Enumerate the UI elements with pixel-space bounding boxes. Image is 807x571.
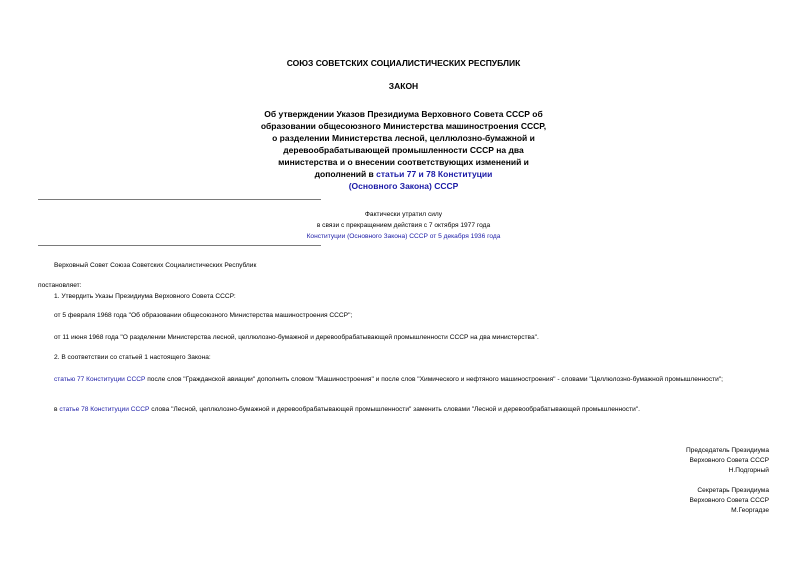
signature-line: Верховного Совета СССР <box>689 457 769 464</box>
constitution-articles-link[interactable]: статьи 77 и 78 Конституции <box>376 169 493 179</box>
status-note <box>0 210 807 241</box>
title-text: дополнений в <box>314 169 377 179</box>
title-line: о разделении Министерства лесной, целлюлозно-бумажной и <box>272 133 535 143</box>
union-heading: СОЮЗ СОВЕТСКИХ СОЦИАЛИСТИЧЕСКИХ РЕСПУБЛИК <box>286 58 521 68</box>
title-line: образовании общесоюзного Министерства машиностроения СССР, <box>260 121 547 131</box>
document-type: ЗАКОН <box>388 81 419 91</box>
paragraph-2b <box>38 405 769 414</box>
paragraph-2: 2. В соответствии со статьей 1 настоящего Закона: <box>54 354 211 361</box>
divider-top <box>38 199 321 200</box>
resolves-text: постановляет: <box>38 282 82 289</box>
document-title <box>0 108 807 192</box>
signatory-name: Н.Подгорный <box>728 467 769 474</box>
article-77-link[interactable]: статью 77 Конституции СССР <box>54 376 146 383</box>
paragraph-2b-prefix: в <box>54 406 60 413</box>
paragraph-1: 1. Утвердить Указы Президиума Верховного Совета СССР: <box>54 293 236 300</box>
paragraph-1a: от 5 февраля 1968 года "Об образовании общесоюзного Министерства машиностроения СССР"; <box>54 312 353 319</box>
signature-secretary <box>549 486 769 515</box>
signature-line: Верховного Совета СССР <box>689 497 769 504</box>
constitution-articles-link-cont[interactable]: (Основного Закона) СССР <box>348 181 459 191</box>
title-line: Об утверждении Указов Президиума Верховного Совета СССР об <box>264 109 543 119</box>
title-line <box>0 180 807 192</box>
constitution-1936-link[interactable]: Конституции (Основного Закона) СССР от 5 декабря 1936 года <box>306 233 501 240</box>
title-line: деревообрабатывающей промышленности СССР на два <box>283 145 524 155</box>
paragraph-2a-text: после слов "Гражданской авиации" дополнить словом "Машиностроения" и после слов "Химического и нефтяного машиностроения" - словами "Целлюлозно-бумажной промышленности"; <box>145 376 724 383</box>
paragraph-2a <box>38 375 769 384</box>
title-line: министерства и о внесении соответствующих изменений и <box>278 157 529 167</box>
intro-text: Верховный Совет Союза Советских Социалистических Республик <box>54 262 257 269</box>
paragraph-1b: от 11 июня 1968 года "О разделении Министерства лесной, целлюлозно-бумажной и деревообрабатывающей промышленности СССР на два министерства". <box>54 334 539 341</box>
title-line <box>0 168 807 180</box>
paragraph-2b-text: слова "Лесной, целлюлозно-бумажной и деревообрабатывающей промышленности" заменить словами "Лесной и деревообрабатывающей промышленности". <box>149 406 640 413</box>
signature-line: Секретарь Президиума <box>697 487 769 494</box>
divider-bottom <box>38 245 321 246</box>
signatory-name: М.Георгадзе <box>731 507 769 514</box>
article-78-link[interactable]: статье 78 Конституции СССР <box>59 406 150 413</box>
status-line: в связи с прекращением действия с 7 октября 1977 года <box>316 222 491 229</box>
status-line: Фактически утратил силу <box>364 211 443 218</box>
signature-chairman <box>549 446 769 475</box>
signature-line: Председатель Президиума <box>685 447 769 454</box>
